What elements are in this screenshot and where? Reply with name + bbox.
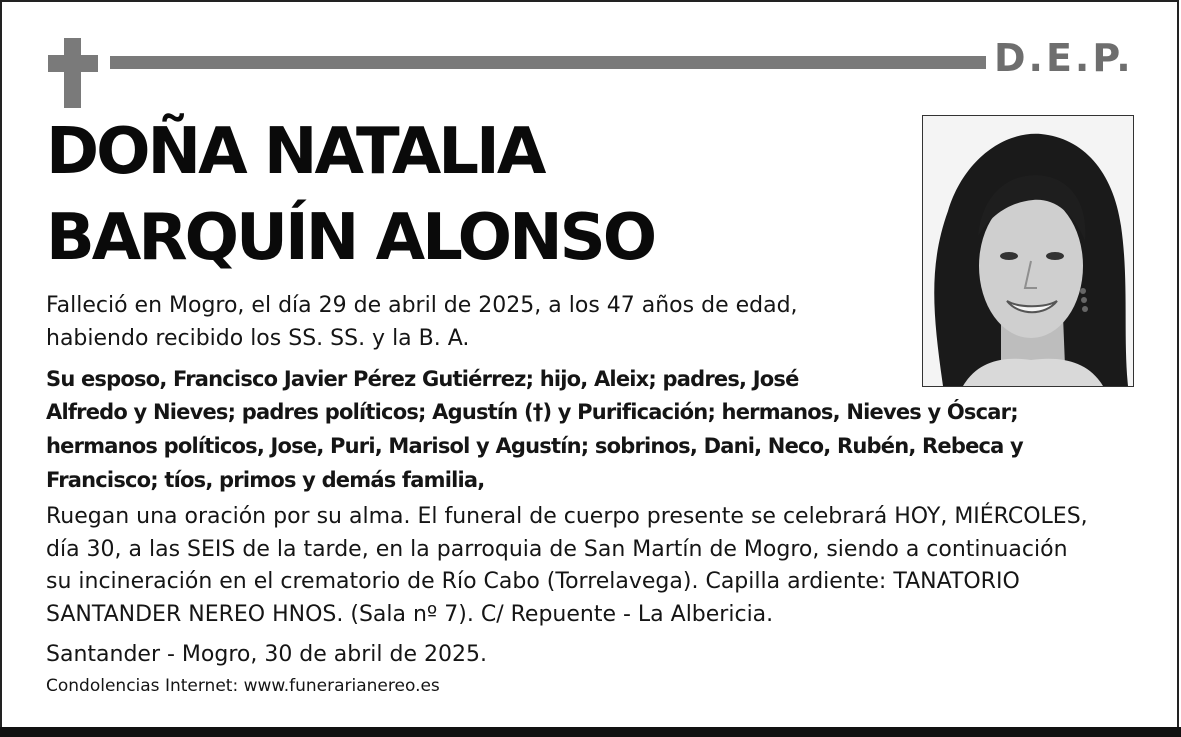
intro-line-2: habiendo recibido los SS. SS. y la B. A. bbox=[46, 326, 470, 351]
family-line-1: Su esposo, Francisco Javier Pérez Gutiérrez; hijo, Aleix; padres, José bbox=[46, 367, 799, 391]
funeral-line-2: día 30, a las SEIS de la tarde, en la parroquia de San Martín de Mogro, siendo a continuación bbox=[46, 537, 1068, 562]
place-date: Santander - Mogro, 30 de abril de 2025. bbox=[46, 642, 487, 667]
deceased-name-line-1: DOÑA NATALIA bbox=[46, 115, 544, 189]
header-rule bbox=[110, 56, 986, 69]
family-line-4: Francisco; tíos, primos y demás familia, bbox=[46, 468, 485, 492]
funeral-line-1: Ruegan una oración por su alma. El funeral de cuerpo presente se celebrará HOY, MIÉRCOLES, bbox=[46, 504, 1088, 529]
portrait-image bbox=[923, 116, 1133, 386]
cross-icon-arm bbox=[48, 55, 98, 72]
condolences-line: Condolencias Internet: www.funerarianereo.es bbox=[46, 676, 440, 696]
funeral-line-4: SANTANDER NEREO HNOS. (Sala nº 7). C/ Repuente - La Albericia. bbox=[46, 602, 774, 627]
dep-label: D.E.P. bbox=[994, 36, 1134, 80]
bottom-border bbox=[0, 727, 1181, 737]
cross-icon bbox=[64, 38, 81, 108]
intro-line-1: Falleció en Mogro, el día 29 de abril de 2025, a los 47 años de edad, bbox=[46, 293, 798, 318]
family-line-3: hermanos políticos, Jose, Puri, Marisol y Agustín; sobrinos, Dani, Neco, Rubén, Rebeca y bbox=[46, 434, 1023, 458]
family-line-2: Alfredo y Nieves; padres políticos; Agustín (†) y Purificación; hermanos, Nieves y Óscar; bbox=[46, 400, 1018, 424]
deceased-name-line-2: BARQUÍN ALONSO bbox=[46, 201, 655, 275]
funeral-line-3: su incineración en el crematorio de Río Cabo (Torrelavega). Capilla ardiente: TANATORIO bbox=[46, 569, 1020, 594]
portrait-photo bbox=[922, 115, 1134, 387]
